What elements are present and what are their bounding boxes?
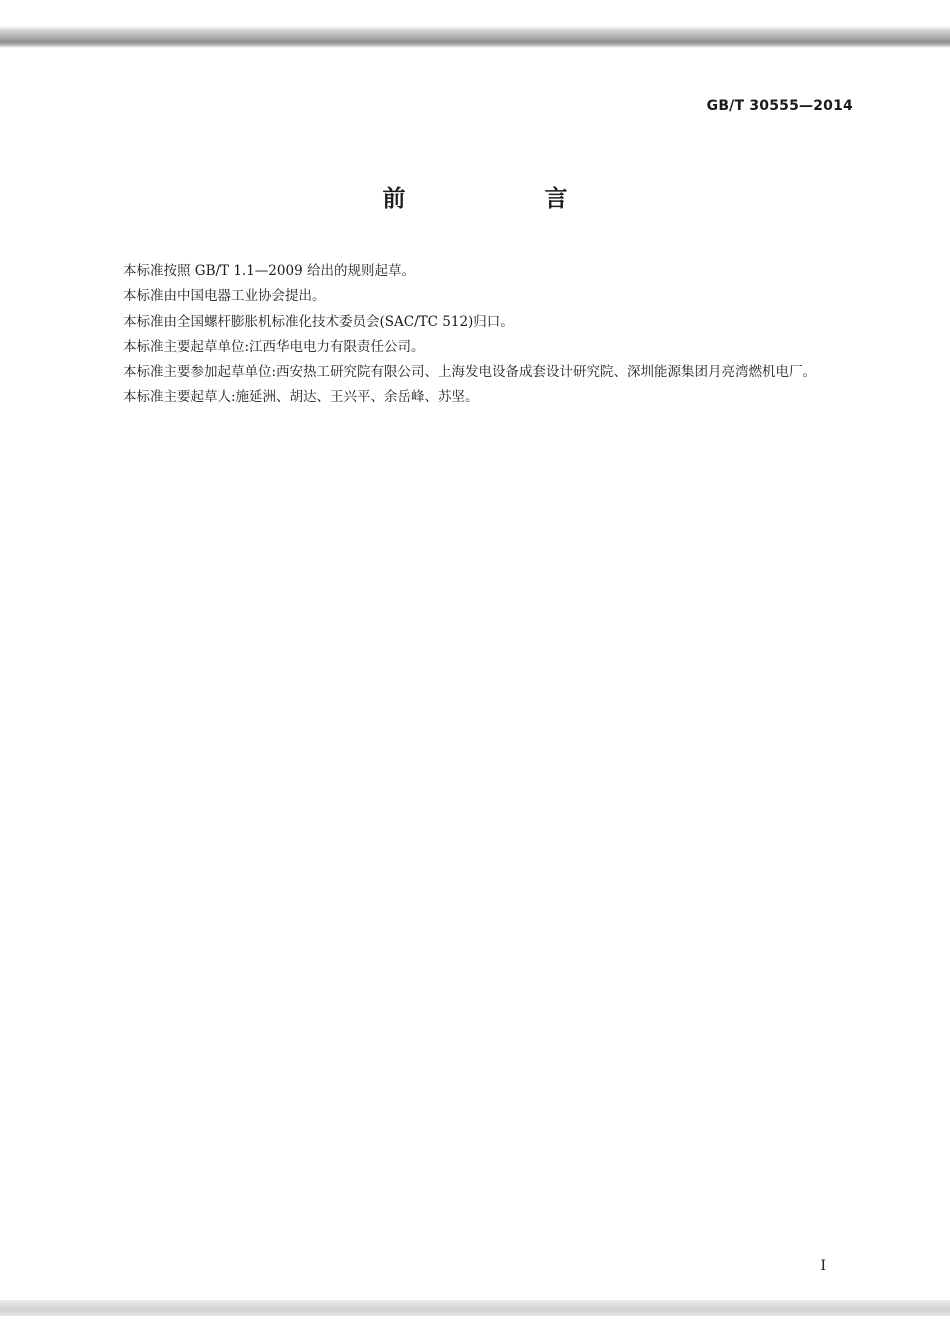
paragraph-drafting-rules: 本标准按照 GB/T 1.1—2009 给出的规则起草。 bbox=[123, 263, 415, 279]
page-title: 前 言 bbox=[382, 186, 626, 212]
page-number: I bbox=[820, 1258, 826, 1274]
paragraph-proposer: 本标准由中国电器工业协会提出。 bbox=[123, 288, 326, 305]
paragraph-drafters: 本标准主要起草人:施延洲、胡达、王兴平、余岳峰、苏坚。 bbox=[123, 389, 479, 406]
foreword-body bbox=[95, 259, 853, 411]
bottom-border-bar bbox=[0, 1300, 950, 1316]
paragraph-committee: 本标准由全国螺杆膨胀机标准化技术委员会(SAC/TC 512)归口。 bbox=[123, 313, 514, 330]
standard-code: GB/T 30555—2014 bbox=[706, 98, 853, 114]
paragraph-participating-orgs: 本标准主要参加起草单位:西安热工研究院有限公司、上海发电设备成套设计研究院、深圳能源集团月亮湾燃机电厂。 bbox=[123, 364, 817, 381]
top-border-bar bbox=[0, 0, 950, 48]
paragraph-main-drafter-org: 本标准主要起草单位:江西华电电力有限责任公司。 bbox=[123, 338, 425, 355]
